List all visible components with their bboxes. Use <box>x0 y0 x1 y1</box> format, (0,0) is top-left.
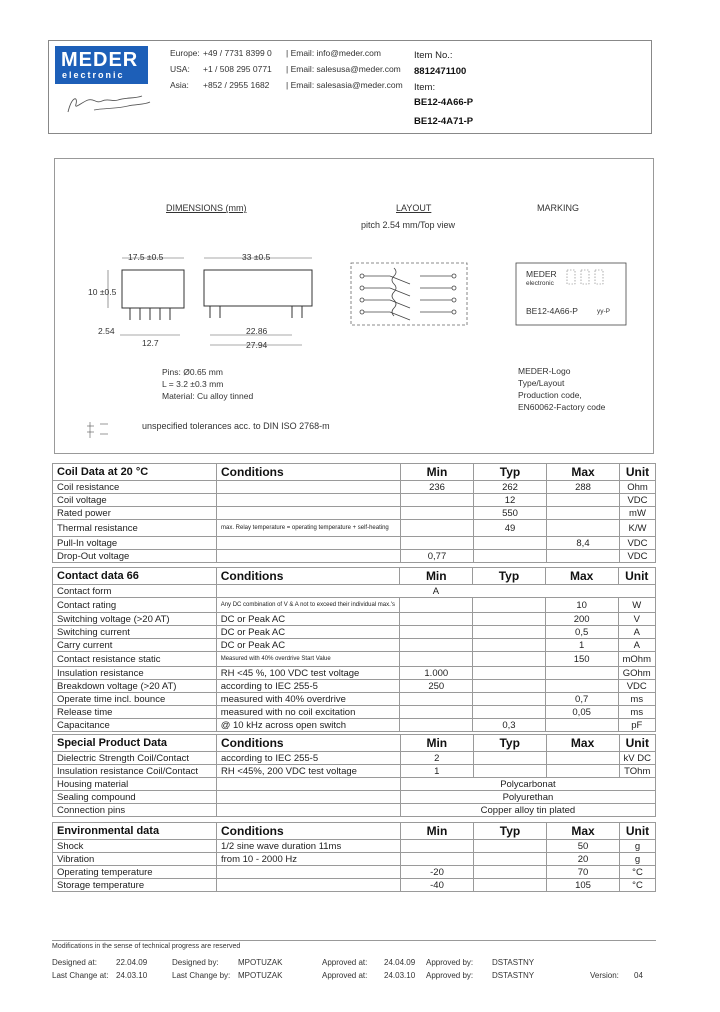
min-cell: 2 <box>400 752 473 765</box>
param-cell: Dielectric Strength Coil/Contact <box>53 752 217 765</box>
logo-text: MEDER <box>61 49 139 71</box>
table-header-row <box>53 568 656 585</box>
unit-cell: K/W <box>620 520 656 537</box>
table-row <box>53 706 656 719</box>
min-cell <box>400 693 473 706</box>
special-product-table <box>52 734 656 817</box>
footer-divider <box>52 940 656 941</box>
param-cell: Sealing compound <box>53 791 217 804</box>
item-value-2: BE12-4A71-P <box>414 116 474 127</box>
condition-cell: max. Relay temperature = operating temperature + self-heating <box>217 520 401 537</box>
condition-cell <box>217 481 401 494</box>
max-cell <box>545 719 618 732</box>
table-row <box>53 719 656 732</box>
table-row <box>53 626 656 639</box>
table-row <box>53 652 656 667</box>
coil-data-table <box>52 463 656 563</box>
param-cell: Housing material <box>53 778 217 791</box>
marking-title: MARKING <box>537 203 580 213</box>
col-header-max: Max <box>546 735 619 752</box>
pins-material: Material: Cu alloy tinned <box>162 391 254 401</box>
marking-legend-1: MEDER-Logo <box>518 366 571 376</box>
typ-cell: 0,3 <box>473 719 546 732</box>
typ-cell <box>474 879 547 892</box>
max-cell <box>547 507 620 520</box>
col-header-typ: Typ <box>473 568 546 585</box>
col-header-conditions: Conditions <box>217 464 401 481</box>
col-header-max: Max <box>547 464 620 481</box>
table-row <box>53 613 656 626</box>
col-header-unit: Unit <box>618 568 656 585</box>
contact-usa-phone: +1 / 508 295 0771 <box>203 64 272 74</box>
dimension-drawing <box>80 240 320 355</box>
max-cell: 20 <box>547 853 620 866</box>
min-cell <box>400 652 473 667</box>
unit-cell: VDC <box>620 550 656 563</box>
unit-cell: ms <box>618 693 656 706</box>
typ-cell <box>473 598 546 613</box>
last-change-by-value: MPOTUZAK <box>238 971 283 980</box>
unit-cell: TOhm <box>619 765 655 778</box>
typ-cell <box>474 866 547 879</box>
col-header-title: Environmental data <box>53 823 217 840</box>
col-header-typ: Typ <box>474 823 547 840</box>
approved-by-value: DSTASTNY <box>492 958 535 967</box>
min-cell <box>401 507 474 520</box>
condition-cell: 1/2 sine wave duration 11ms <box>217 840 401 853</box>
contact-data-table <box>52 567 656 732</box>
typ-cell <box>473 613 546 626</box>
condition-cell <box>216 778 400 791</box>
param-cell: Coil resistance <box>53 481 217 494</box>
col-header-conditions: Conditions <box>217 823 401 840</box>
table-row <box>53 639 656 652</box>
typ-cell <box>473 652 546 667</box>
item-no-value: 8812471100 <box>414 66 467 77</box>
last-change-at-value: 24.03.10 <box>116 971 148 980</box>
contact-asia-email: | Email: salesasia@meder.com <box>286 80 403 90</box>
col-header-unit: Unit <box>620 464 656 481</box>
condition-cell: DC or Peak AC <box>216 613 400 626</box>
param-cell: Carry current <box>53 639 217 652</box>
meder-logo <box>55 46 148 84</box>
approved-by-label-2: Approved by: <box>426 971 474 980</box>
table-row <box>53 879 656 892</box>
min-cell <box>401 853 474 866</box>
min-cell <box>400 719 473 732</box>
slogan-signature <box>64 90 154 116</box>
max-cell: 200 <box>545 613 618 626</box>
unit-cell: mOhm <box>618 652 656 667</box>
col-header-conditions: Conditions <box>216 735 400 752</box>
dim-label-row: 12.7 <box>142 338 159 348</box>
table-row <box>53 778 656 791</box>
table-row <box>53 667 656 680</box>
tolerance-note: unspecified tolerances acc. to DIN ISO 2768-m <box>142 421 330 431</box>
unit-cell: VDC <box>620 494 656 507</box>
param-cell: Drop-Out voltage <box>53 550 217 563</box>
table-row <box>53 866 656 879</box>
designed-at-label: Designed at: <box>52 958 97 967</box>
max-cell <box>547 494 620 507</box>
param-cell: Breakdown voltage (>20 AT) <box>53 680 217 693</box>
col-header-unit: Unit <box>619 735 655 752</box>
contact-asia-phone: +852 / 2955 1682 <box>203 80 270 90</box>
param-cell: Release time <box>53 706 217 719</box>
typ-cell <box>474 550 547 563</box>
max-cell: 1 <box>545 639 618 652</box>
param-cell: Rated power <box>53 507 217 520</box>
typ-cell <box>473 667 546 680</box>
param-cell: Storage temperature <box>53 879 217 892</box>
table-row <box>53 693 656 706</box>
unit-cell: °C <box>620 879 656 892</box>
dim-label-pitch: 2.54 <box>98 326 115 336</box>
max-cell <box>545 667 618 680</box>
col-header-typ: Typ <box>474 464 547 481</box>
unit-cell: A <box>618 626 656 639</box>
table-row <box>53 520 656 537</box>
param-cell: Connection pins <box>53 804 217 817</box>
condition-cell <box>217 879 401 892</box>
layout-drawing <box>350 262 468 326</box>
table-row <box>53 765 656 778</box>
contact-europe-region: Europe: <box>170 48 200 58</box>
min-cell: -40 <box>401 879 474 892</box>
designed-at-value: 22.04.09 <box>116 958 148 967</box>
col-header-unit: Unit <box>620 823 656 840</box>
table-row <box>53 853 656 866</box>
contact-usa-email: | Email: salesusa@meder.com <box>286 64 401 74</box>
max-cell: 0,05 <box>545 706 618 719</box>
typ-cell <box>473 639 546 652</box>
designed-by-label: Designed by: <box>172 958 219 967</box>
table-row <box>53 791 656 804</box>
contact-europe-email: | Email: info@meder.com <box>286 48 381 58</box>
typ-cell <box>473 752 546 765</box>
unit-cell: GOhm <box>618 667 656 680</box>
typ-cell <box>473 765 546 778</box>
col-header-typ: Typ <box>473 735 546 752</box>
table-row <box>53 598 656 613</box>
contact-usa-region: USA: <box>170 64 190 74</box>
min-cell <box>401 520 474 537</box>
last-change-at-label: Last Change at: <box>52 971 109 980</box>
condition-cell: RH <45%, 200 VDC test voltage <box>216 765 400 778</box>
condition-cell: according to IEC 255-5 <box>216 752 400 765</box>
typ-cell: 12 <box>474 494 547 507</box>
min-cell: -20 <box>401 866 474 879</box>
table-row <box>53 494 656 507</box>
min-cell <box>401 840 474 853</box>
param-cell: Insulation resistance Coil/Contact <box>53 765 217 778</box>
param-cell: Insulation resistance <box>53 667 217 680</box>
max-cell <box>547 520 620 537</box>
max-cell <box>546 752 619 765</box>
param-cell: Operate time incl. bounce <box>53 693 217 706</box>
condition-cell <box>217 507 401 520</box>
dim-label-height: 10 ±0.5 <box>88 287 117 297</box>
condition-cell: according to IEC 255-5 <box>216 680 400 693</box>
param-cell: Contact resistance static <box>53 652 217 667</box>
marking-yy: yy-P <box>597 308 610 315</box>
value-cell: Polyurethan <box>400 791 655 804</box>
item-value-1: BE12-4A66-P <box>414 97 474 108</box>
min-cell <box>401 537 474 550</box>
marking-code: BE12-4A66-P <box>526 306 578 316</box>
min-cell <box>400 598 473 613</box>
dim-label-length: 33 ±0.5 <box>242 252 271 262</box>
col-header-title: Contact data 66 <box>53 568 217 585</box>
min-cell <box>400 613 473 626</box>
condition-cell <box>217 866 401 879</box>
approved-at-label: Approved at: <box>322 958 368 967</box>
typ-cell <box>473 626 546 639</box>
tolerance-symbol <box>86 420 116 440</box>
col-header-max: Max <box>547 823 620 840</box>
layout-title: LAYOUT <box>396 203 432 213</box>
param-cell: Capacitance <box>53 719 217 732</box>
version-label: Version: <box>590 971 619 980</box>
min-cell <box>401 494 474 507</box>
typ-cell <box>474 537 547 550</box>
condition-cell: measured with 40% overdrive <box>216 693 400 706</box>
typ-cell: 262 <box>474 481 547 494</box>
table-row <box>53 585 656 598</box>
min-cell: 1.000 <box>400 667 473 680</box>
value-cell: Copper alloy tin plated <box>400 804 655 817</box>
min-cell: 250 <box>400 680 473 693</box>
condition-cell: RH <45 %, 100 VDC test voltage <box>216 667 400 680</box>
min-cell <box>400 639 473 652</box>
layout-subtitle: pitch 2.54 mm/Top view <box>361 220 456 230</box>
col-header-min: Min <box>401 823 474 840</box>
table-row <box>53 840 656 853</box>
approved-at-label-2: Approved at: <box>322 971 368 980</box>
max-cell: 105 <box>547 879 620 892</box>
param-cell: Thermal resistance <box>53 520 217 537</box>
condition-cell: measured with no coil excitation <box>216 706 400 719</box>
condition-cell: Any DC combination of V & A not to exceed their individual max.'s <box>216 598 400 613</box>
approved-at-value-2: 24.03.10 <box>384 971 416 980</box>
max-cell: 10 <box>545 598 618 613</box>
unit-cell: g <box>620 840 656 853</box>
marking-legend-4: EN60062-Factory code <box>518 402 606 412</box>
approved-at-value: 24.04.09 <box>384 958 416 967</box>
dim-label-width: 17.5 ±0.5 <box>128 252 164 262</box>
table-row <box>53 752 656 765</box>
param-cell: Switching current <box>53 626 217 639</box>
contact-asia-region: Asia: <box>170 80 189 90</box>
contact-europe-phone: +49 / 7731 8399 0 <box>203 48 272 58</box>
unit-cell: VDC <box>618 680 656 693</box>
last-change-by-label: Last Change by: <box>172 971 231 980</box>
approved-by-label: Approved by: <box>426 958 474 967</box>
min-cell: 0,77 <box>401 550 474 563</box>
max-cell <box>547 550 620 563</box>
param-cell: Coil voltage <box>53 494 217 507</box>
unit-cell: A <box>618 639 656 652</box>
table-header-row <box>53 823 656 840</box>
environmental-data-table <box>52 822 656 892</box>
designed-by-value: MPOTUZAK <box>238 958 283 967</box>
table-row <box>53 507 656 520</box>
unit-cell: V <box>618 613 656 626</box>
typ-cell <box>474 853 547 866</box>
footer-note: Modifications in the sense of technical progress are reserved <box>52 943 241 950</box>
contact-form-value: A <box>216 585 655 598</box>
param-cell: Operating temperature <box>53 866 217 879</box>
condition-cell: Measured with 40% overdrive Start Value <box>216 652 400 667</box>
condition-cell <box>217 537 401 550</box>
max-cell <box>546 765 619 778</box>
table-row <box>53 537 656 550</box>
max-cell: 150 <box>545 652 618 667</box>
min-cell: 1 <box>400 765 473 778</box>
condition-cell <box>217 494 401 507</box>
dim-label-span1: 22.86 <box>246 326 268 336</box>
condition-cell: from 10 - 2000 Hz <box>217 853 401 866</box>
max-cell <box>545 680 618 693</box>
unit-cell: kV DC <box>619 752 655 765</box>
logo-subtext: electronic <box>62 70 125 80</box>
condition-cell <box>217 550 401 563</box>
param-cell: Switching voltage (>20 AT) <box>53 613 217 626</box>
min-cell <box>400 706 473 719</box>
unit-cell: ms <box>618 706 656 719</box>
dim-label-span2: 27.94 <box>246 340 268 350</box>
condition-cell: DC or Peak AC <box>216 626 400 639</box>
max-cell: 70 <box>547 866 620 879</box>
marking-meder: MEDER <box>526 269 557 279</box>
param-cell: Vibration <box>53 853 217 866</box>
col-header-min: Min <box>400 568 473 585</box>
min-cell: 236 <box>401 481 474 494</box>
param-cell: Contact rating <box>53 598 217 613</box>
table-row <box>53 680 656 693</box>
max-cell: 8,4 <box>547 537 620 550</box>
col-header-min: Min <box>401 464 474 481</box>
col-header-conditions: Conditions <box>216 568 400 585</box>
typ-cell: 550 <box>474 507 547 520</box>
table-row <box>53 804 656 817</box>
param-cell: Contact form <box>53 585 217 598</box>
unit-cell: mW <box>620 507 656 520</box>
max-cell: 288 <box>547 481 620 494</box>
max-cell: 0,5 <box>545 626 618 639</box>
col-header-min: Min <box>400 735 473 752</box>
table-header-row <box>53 735 656 752</box>
typ-cell <box>473 706 546 719</box>
pins-length: L = 3.2 ±0.3 mm <box>162 379 224 389</box>
item-label: Item: <box>414 82 436 93</box>
item-no-label: Item No.: <box>414 50 453 61</box>
pins-diameter: Pins: Ø0.65 mm <box>162 367 223 377</box>
col-header-title: Coil Data at 20 °C <box>53 464 217 481</box>
version-value: 04 <box>634 971 643 980</box>
marking-electronic: electronic <box>526 280 554 287</box>
max-cell: 50 <box>547 840 620 853</box>
condition-cell: @ 10 kHz across open switch <box>216 719 400 732</box>
unit-cell: Ohm <box>620 481 656 494</box>
approved-by-value-2: DSTASTNY <box>492 971 535 980</box>
unit-cell: VDC <box>620 537 656 550</box>
col-header-max: Max <box>545 568 618 585</box>
col-header-title: Special Product Data <box>53 735 217 752</box>
param-cell: Shock <box>53 840 217 853</box>
dimensions-title: DIMENSIONS (mm) <box>166 203 247 213</box>
typ-cell: 49 <box>474 520 547 537</box>
typ-cell <box>473 693 546 706</box>
value-cell: Polycarbonat <box>400 778 655 791</box>
unit-cell: W <box>618 598 656 613</box>
condition-cell <box>216 804 400 817</box>
condition-cell <box>216 791 400 804</box>
table-row <box>53 481 656 494</box>
table-row <box>53 550 656 563</box>
condition-cell: DC or Peak AC <box>216 639 400 652</box>
marking-legend-2: Type/Layout <box>518 378 565 388</box>
table-header-row <box>53 464 656 481</box>
typ-cell <box>473 680 546 693</box>
marking-legend-3: Production code, <box>518 390 582 400</box>
unit-cell: pF <box>618 719 656 732</box>
unit-cell: °C <box>620 866 656 879</box>
typ-cell <box>474 840 547 853</box>
unit-cell: g <box>620 853 656 866</box>
param-cell: Pull-In voltage <box>53 537 217 550</box>
min-cell <box>400 626 473 639</box>
max-cell: 0,7 <box>545 693 618 706</box>
